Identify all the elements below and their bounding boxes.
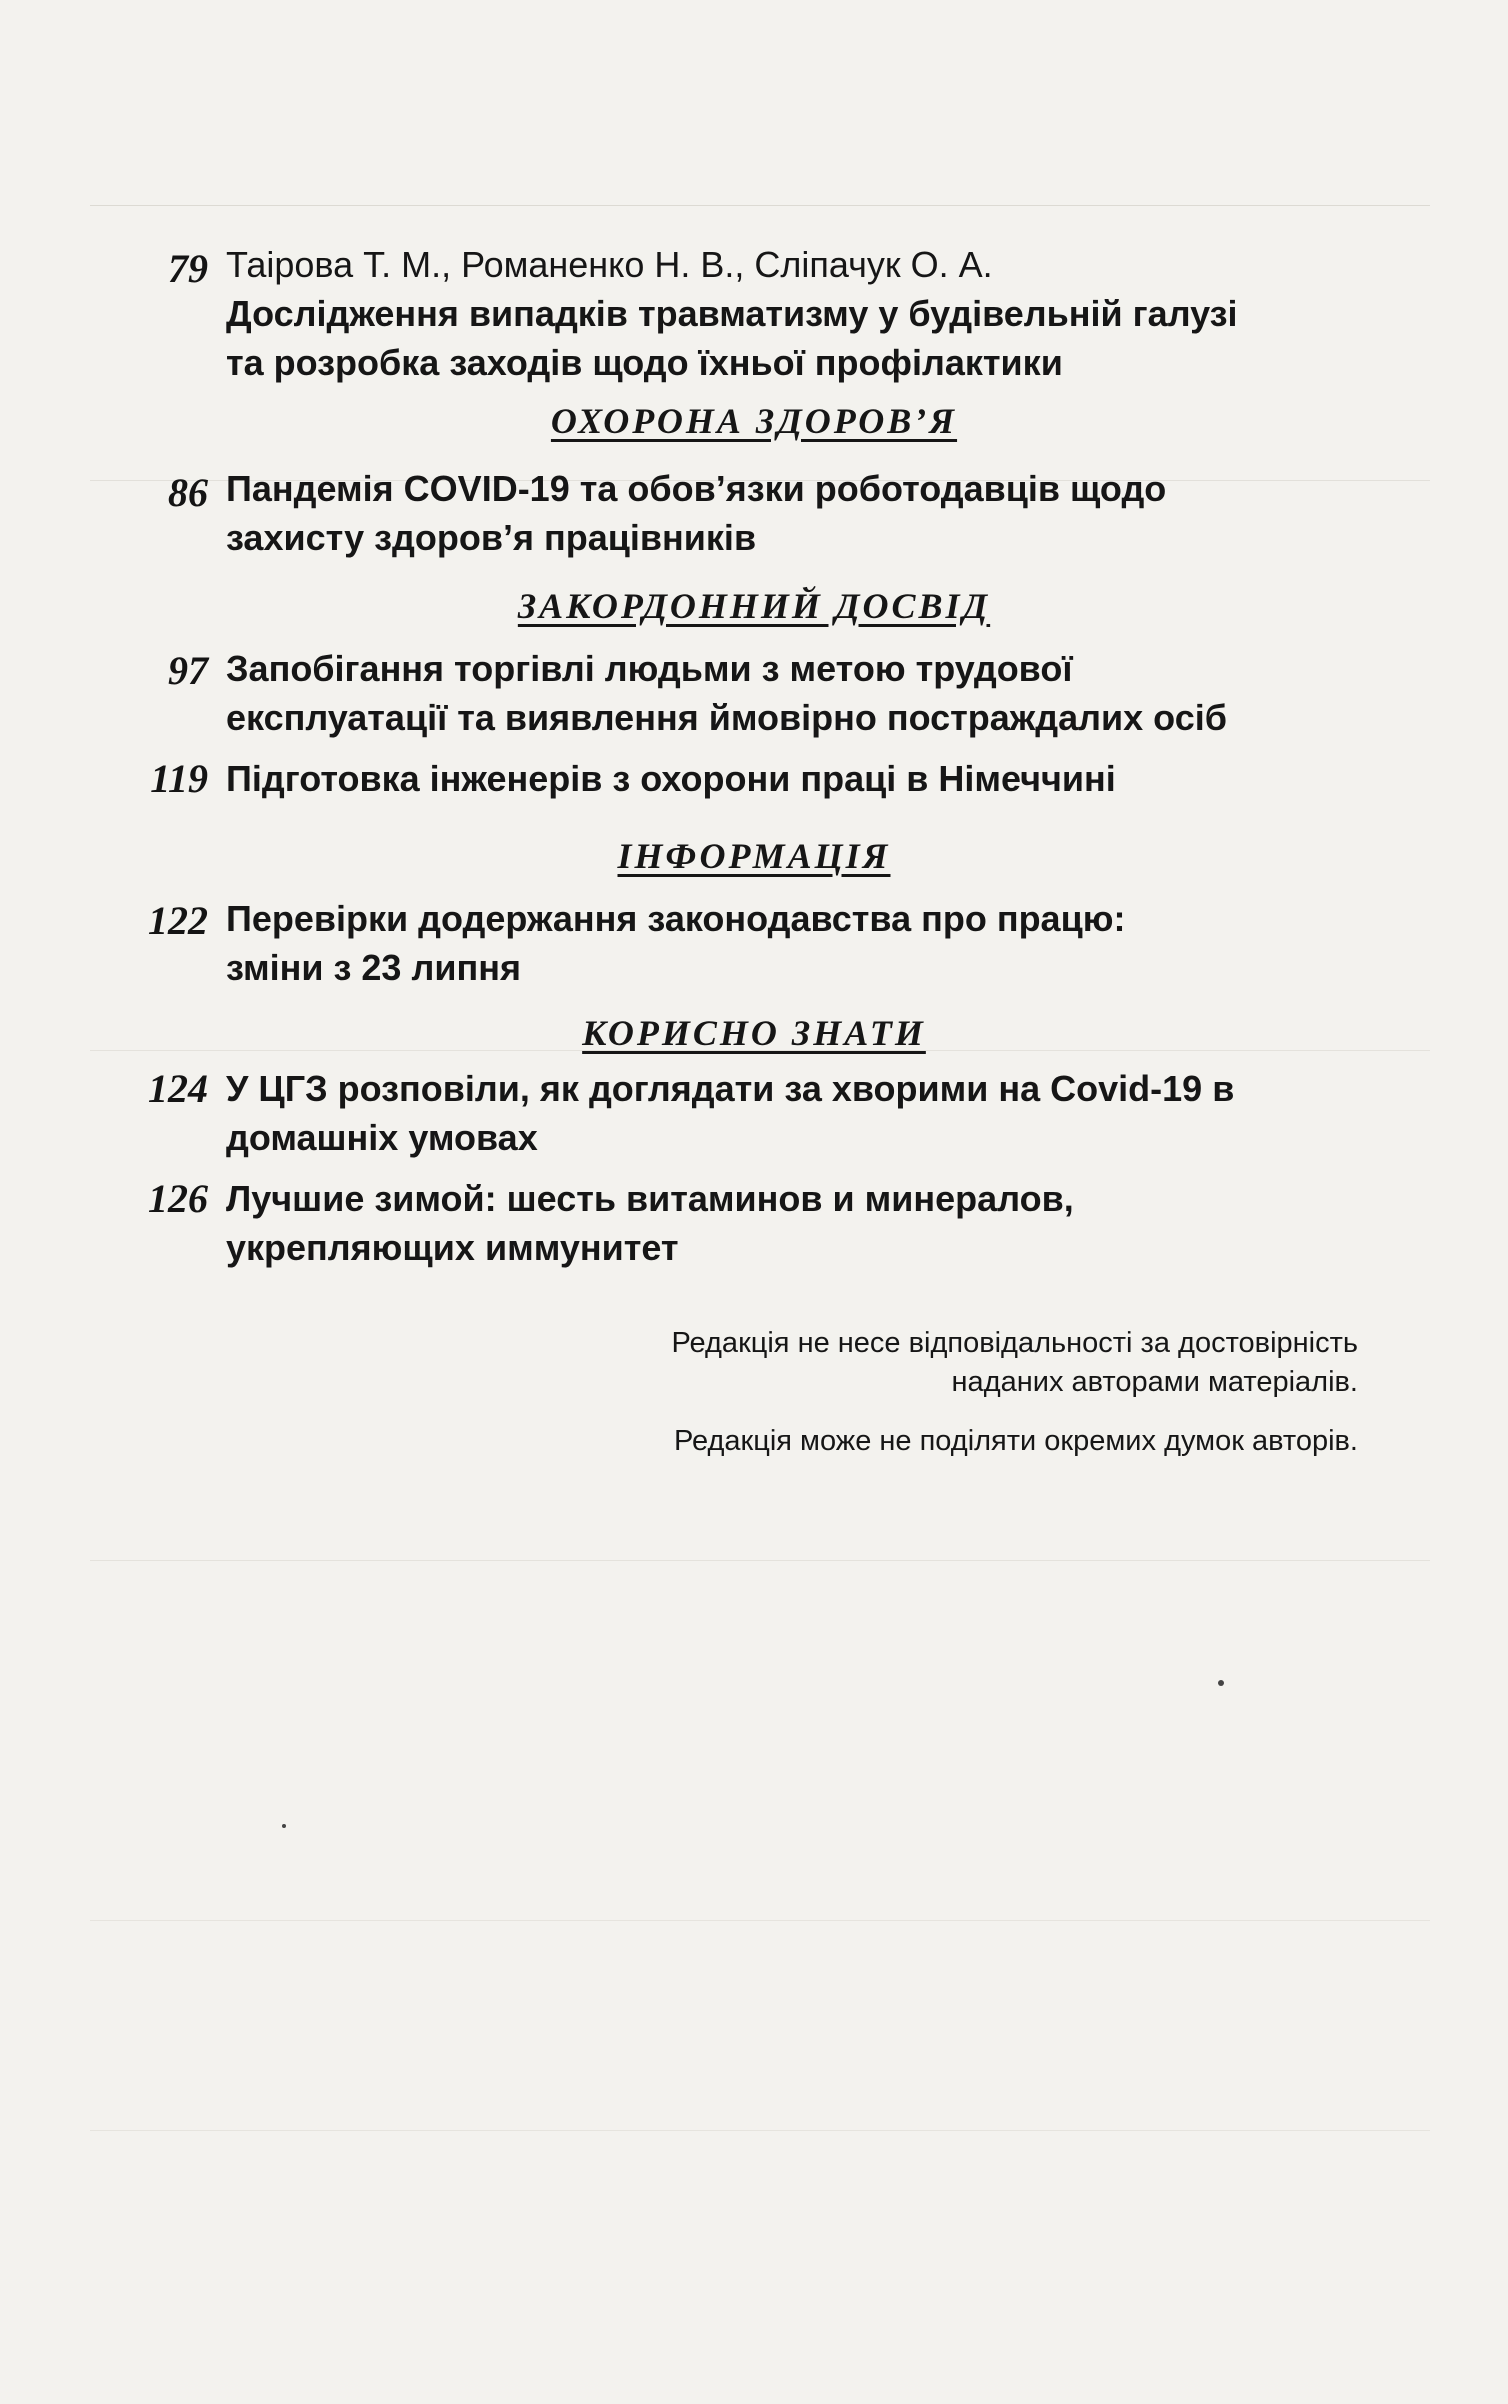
page-number: 122 [148,898,208,943]
section-heading: КОРИСНО ЗНАТИ [582,1013,926,1053]
show-through-line [90,1920,1430,1921]
speck-mark [282,1824,286,1828]
entry-title-line: У ЦГЗ розповіли, як доглядати за хворими на Covid-19 в [226,1068,1235,1109]
page-number: 119 [150,756,208,801]
speck-mark [1218,1680,1224,1686]
entry-text [226,464,1386,562]
show-through-line [90,1560,1430,1561]
page-number: 79 [168,246,208,291]
entry-title-line: укрепляющих иммунитет [226,1227,679,1268]
entry-title-line: та розробка заходів щодо їхньої профілактики [226,342,1063,383]
entry-authors: Таірова Т. М., Романенко Н. В., Сліпачук О. А. [226,244,993,285]
page-number: 97 [168,648,208,693]
opinion-line: Редакція може не поділяти окремих думок авторів. [673,1425,1358,1457]
entry-title-line: експлуатації та виявлення ймовірно постраждалих осіб [226,697,1227,738]
entry-title-line: Лучшие зимой: шесть витаминов и минералов, [226,1178,1074,1219]
page-number: 126 [148,1176,208,1221]
entry-title-line: Перевірки додержання законодавства про працю: [226,898,1126,939]
entry-text [226,894,1386,992]
page-number: 124 [148,1066,208,1111]
disclaimer-line: Редакція не несе відповідальності за достовірність [671,1327,1358,1359]
entry-text [226,754,1386,803]
show-through-line [90,2130,1430,2131]
entry-title-line: зміни з 23 липня [226,947,521,988]
disclaimer-line: наданих авторами матеріалів. [951,1366,1358,1398]
show-through-line [90,205,1430,206]
entry-title-line: домашніх умовах [226,1117,538,1158]
entry-title-line: Пандемія COVID-19 та обов’язки роботодавців щодо [226,468,1167,509]
entry-title-line: захисту здоров’я працівників [226,517,757,558]
section-heading: ОХОРОНА ЗДОРОВ’Я [550,401,958,441]
page-number: 86 [168,470,208,515]
editorial-opinion-note [674,1422,1358,1461]
entry-text [226,1174,1386,1272]
entry-text [226,644,1386,742]
section-heading: ЗАКОРДОННИЙ ДОСВІД [517,586,991,626]
entry-text [226,240,1386,387]
entry-title-line: Запобігання торгівлі людьми з метою трудової [226,648,1073,689]
entry-text [226,1064,1386,1162]
section-heading: ІНФОРМАЦІЯ [617,836,891,876]
entry-title-line: Дослідження випадків травматизму у будівельній галузі [226,293,1238,334]
entry-title-line: Підготовка інженерів з охорони праці в Німеччині [226,758,1116,799]
editorial-disclaimer [671,1324,1358,1402]
